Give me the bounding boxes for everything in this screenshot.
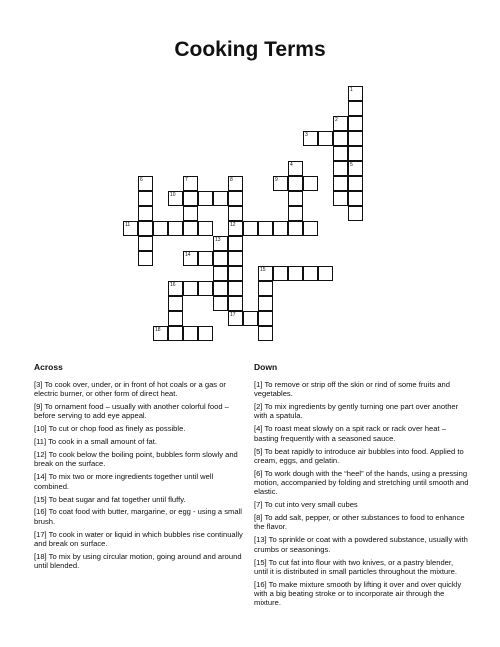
grid-cell[interactable] <box>183 281 198 296</box>
grid-cell[interactable] <box>273 176 288 191</box>
grid-cell[interactable] <box>333 176 348 191</box>
grid-cell[interactable] <box>288 176 303 191</box>
cell-number: 17 <box>230 312 236 318</box>
clue-down-8: [8] To add salt, pepper, or other substances to food to enhance the flavor. <box>254 513 465 532</box>
grid-cell[interactable] <box>258 326 273 341</box>
grid-cell[interactable] <box>183 176 198 191</box>
grid-cell[interactable] <box>138 251 153 266</box>
grid-cell[interactable] <box>213 236 228 251</box>
grid-cell[interactable] <box>318 266 333 281</box>
grid-cell[interactable] <box>348 86 363 101</box>
grid-cell[interactable] <box>258 296 273 311</box>
grid-cell[interactable] <box>213 281 228 296</box>
grid-cell[interactable] <box>228 251 243 266</box>
grid-cell[interactable] <box>258 221 273 236</box>
cell-number: 12 <box>230 222 236 228</box>
grid-cell[interactable] <box>243 311 258 326</box>
grid-cell[interactable] <box>288 191 303 206</box>
grid-cell[interactable] <box>348 191 363 206</box>
clue-across-14: [14] To mix two or more ingredients together until well combined. <box>34 472 214 491</box>
down-heading: Down <box>254 362 278 372</box>
grid-cell[interactable] <box>258 266 273 281</box>
grid-cell[interactable] <box>168 326 183 341</box>
grid-cell[interactable] <box>333 161 348 176</box>
grid-cell[interactable] <box>288 161 303 176</box>
cell-number: 1 <box>350 87 353 93</box>
grid-cell[interactable] <box>348 161 363 176</box>
down-clues <box>254 380 469 611</box>
grid-cell[interactable] <box>288 206 303 221</box>
cell-number: 9 <box>275 177 278 183</box>
grid-cell[interactable] <box>213 191 228 206</box>
grid-cell[interactable] <box>288 266 303 281</box>
cell-number: 14 <box>185 252 191 258</box>
grid-cell[interactable] <box>168 311 183 326</box>
grid-cell[interactable] <box>168 296 183 311</box>
page-title: Cooking Terms <box>174 38 326 61</box>
cell-number: 4 <box>290 162 293 168</box>
clue-across-15: [15] To beat sugar and fat together until fluffy. <box>34 494 186 504</box>
cell-number: 11 <box>125 222 131 228</box>
grid-cell[interactable] <box>198 221 213 236</box>
grid-cell[interactable] <box>348 101 363 116</box>
grid-cell[interactable] <box>273 221 288 236</box>
grid-cell[interactable] <box>258 281 273 296</box>
clue-down-1: [1] To remove or strip off the skin or rind of some fruits and vegetables. <box>254 380 451 399</box>
clue-down-2: [2] To mix ingredients by gently turning one part over another with a spatula. <box>254 402 459 421</box>
grid-cell[interactable] <box>348 116 363 131</box>
grid-cell[interactable] <box>303 221 318 236</box>
grid-cell[interactable] <box>258 311 273 326</box>
clue-across-18: [18] To mix by using circular motion, going around and around until blended. <box>34 551 242 571</box>
grid-cell[interactable] <box>138 206 153 221</box>
grid-cell[interactable] <box>138 176 153 191</box>
clue-across-16: [16] To coat food with butter, margarine, or egg - using a small brush. <box>34 507 242 526</box>
grid-cell[interactable] <box>198 326 213 341</box>
grid-cell[interactable] <box>138 221 153 236</box>
cell-number: 13 <box>215 237 221 243</box>
clue-across-3: [3] To cook over, under, or in front of hot coals or a gas or electric burner, or other form of direct heat. <box>34 380 226 399</box>
clue-down-7: [7] To cut into very small cubes <box>254 500 358 510</box>
cell-number: 18 <box>155 327 161 333</box>
grid-cell[interactable] <box>213 251 228 266</box>
grid-cell[interactable] <box>153 221 168 236</box>
cell-number: 3 <box>305 132 308 138</box>
grid-cell[interactable] <box>273 266 288 281</box>
grid-cell[interactable] <box>198 191 213 206</box>
grid-cell[interactable] <box>243 221 258 236</box>
grid-cell[interactable] <box>183 221 198 236</box>
grid-cell[interactable] <box>348 146 363 161</box>
clue-down-4: [4] To roast meat slowly on a spit rack or rack over heat – basting frequently with a seasoned sauce. <box>254 424 446 443</box>
grid-cell[interactable] <box>333 131 348 146</box>
grid-cell[interactable] <box>183 251 198 266</box>
grid-cell[interactable] <box>288 221 303 236</box>
grid-cell[interactable] <box>228 266 243 281</box>
clue-down-6: [6] To work dough with the “heel” of the hands, using a pressing motion, accompanied by folding and stretching until smooth and elastic. <box>254 468 469 497</box>
grid-cell[interactable] <box>123 221 138 236</box>
clue-down-13: [13] To sprinkle or coat with a powdered substance, usually with crumbs or seasonings. <box>254 535 468 554</box>
grid-cell[interactable] <box>318 131 333 146</box>
grid-cell[interactable] <box>168 221 183 236</box>
grid-cell[interactable] <box>348 176 363 191</box>
grid-cell[interactable] <box>213 266 228 281</box>
grid-cell[interactable] <box>168 281 183 296</box>
clue-across-9: [9] To ornament food – usually with another colorful food – before serving to add eye appeal. <box>34 402 229 421</box>
clue-across-11: [11] To cook in a small amount of fat. <box>34 437 157 447</box>
grid-cell[interactable] <box>228 206 243 221</box>
cell-number: 7 <box>185 177 188 183</box>
grid-cell[interactable] <box>228 176 243 191</box>
grid-cell[interactable] <box>348 206 363 221</box>
cell-number: 10 <box>170 192 176 198</box>
cell-number: 8 <box>230 177 233 183</box>
clue-down-5: [5] To beat rapidly to introduce air bubbles into food. Applied to cream, eggs, and gelatin. <box>254 446 464 465</box>
grid-cell[interactable] <box>183 191 198 206</box>
grid-cell[interactable] <box>303 176 318 191</box>
grid-cell[interactable] <box>138 191 153 206</box>
cell-number: 5 <box>350 162 353 168</box>
grid-cell[interactable] <box>333 191 348 206</box>
clue-down-15: [15] To cut fat into flour with two knives, or a pastry blender, until it is distributed in small particles throughout the mixture. <box>254 557 458 576</box>
grid-cell[interactable] <box>153 326 168 341</box>
grid-cell[interactable] <box>333 116 348 131</box>
clue-across-17: [17] To cook in water or liquid in which bubbles rise continually and break on surface. <box>34 529 243 548</box>
across-heading: Across <box>34 362 63 372</box>
cell-number: 16 <box>170 282 176 288</box>
cell-number: 6 <box>140 177 143 183</box>
across-clues <box>34 380 249 574</box>
grid-cell[interactable] <box>333 146 348 161</box>
grid-cell[interactable] <box>168 191 183 206</box>
cell-number: 2 <box>335 117 338 123</box>
grid-cell[interactable] <box>198 281 213 296</box>
grid-cell[interactable] <box>303 131 318 146</box>
grid-cell[interactable] <box>183 326 198 341</box>
grid-cell[interactable] <box>228 221 243 236</box>
cell-number: 15 <box>260 267 266 273</box>
grid-cell[interactable] <box>228 191 243 206</box>
grid-cell[interactable] <box>183 206 198 221</box>
grid-cell[interactable] <box>138 236 153 251</box>
grid-cell[interactable] <box>303 266 318 281</box>
grid-cell[interactable] <box>228 311 243 326</box>
clue-across-10: [10] To cut or chop food as finely as possible. <box>34 424 186 434</box>
clue-across-12: [12] To cook below the boiling point, bubbles form slowly and break on the surface. <box>34 450 238 469</box>
grid-cell[interactable] <box>348 131 363 146</box>
grid-cell[interactable] <box>228 236 243 251</box>
grid-cell[interactable] <box>213 296 228 311</box>
clue-down-16: [16] To make mixture smooth by lifting it over and over quickly with a big beating stroke or to incorporate air through the mixture. <box>254 579 462 608</box>
grid-cell[interactable] <box>228 296 243 311</box>
grid-cell[interactable] <box>228 281 243 296</box>
grid-cell[interactable] <box>198 251 213 266</box>
